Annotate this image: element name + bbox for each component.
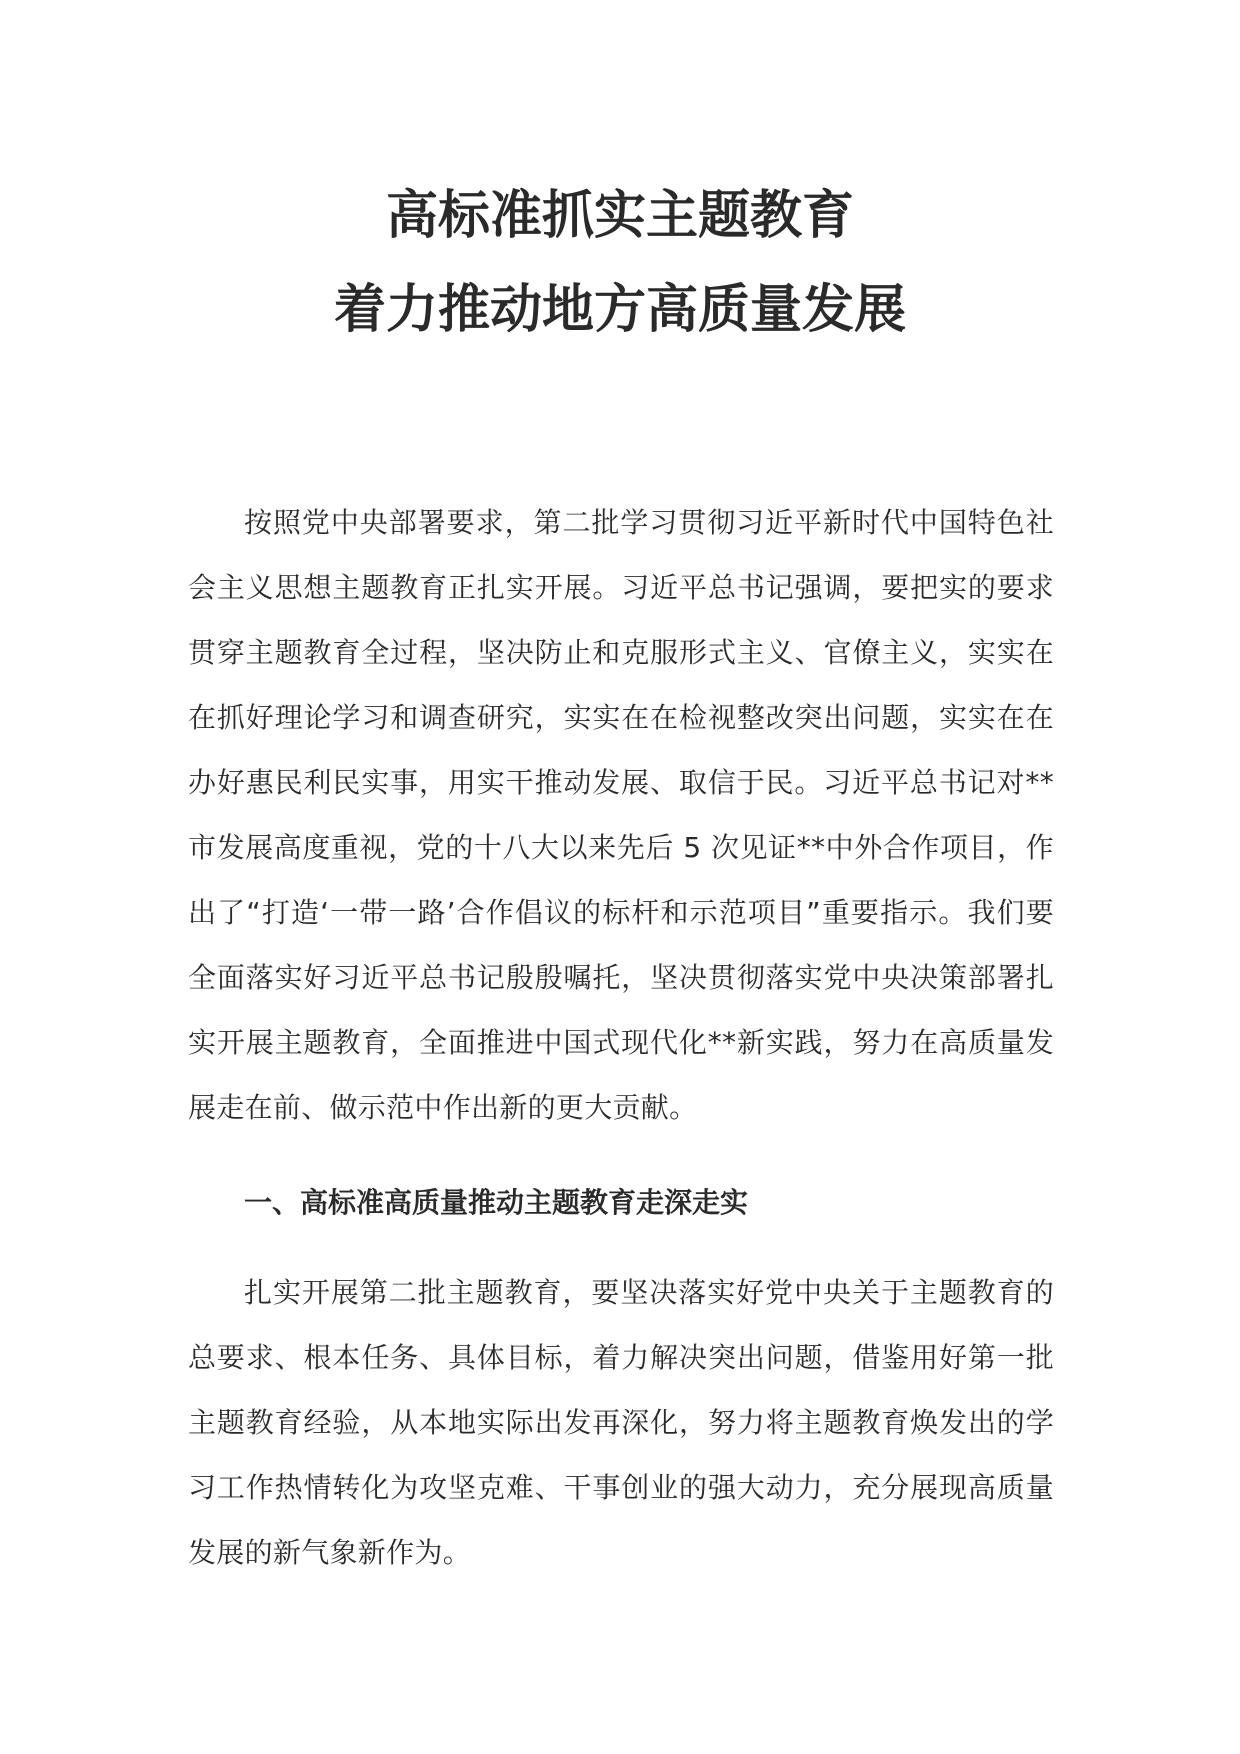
- document-title-line-1: 高标准抓实主题教育: [385, 186, 854, 246]
- section-heading-1: 一、高标准高质量推动主题教育走深走实: [244, 1186, 749, 1219]
- paragraph-section-1: 扎实开展第二批主题教育，要坚决落实好党中央关于主题教育的总要求、根本任务、具体目标，着力解决突出问题，借鉴用好第一批主题教育经验，从本地实际出发再深化，努力将主题教育焕发出的学习工作热情转化为攻坚克难、干事创业的强大动力，充分展现高质量发展的新气象新作为。: [188, 1276, 1054, 1569]
- paragraph-intro: 按照党中央部署要求，第二批学习贯彻习近平新时代中国特色社会主义思想主题教育正扎实开展。习近平总书记强调，要把实的要求贯穿主题教育全过程，坚决防止和克服形式主义、官僚主义，实实在在抓好理论学习和调查研究，实实在在检视整改突出问题，实实在在办好惠民利民实事，用实干推动发展、取信于民。习近平总书记对**市发展高度重视，党的十八大以来先后 5 次见证**中外合作项目，作出了“打造‘一带一路’合作倡议的标杆和示范项目”重要指示。我们要全面落实好习近平总书记殷殷嘱托，坚决贯彻落实党中央决策部署扎实开展主题教育，全面推进中国式现代化**新实践，努力在高质量发展走在前、做示范中作出新的更大贡献。: [188, 506, 1054, 1124]
- document-title-line-2: 着力推动地方高质量发展: [333, 280, 906, 340]
